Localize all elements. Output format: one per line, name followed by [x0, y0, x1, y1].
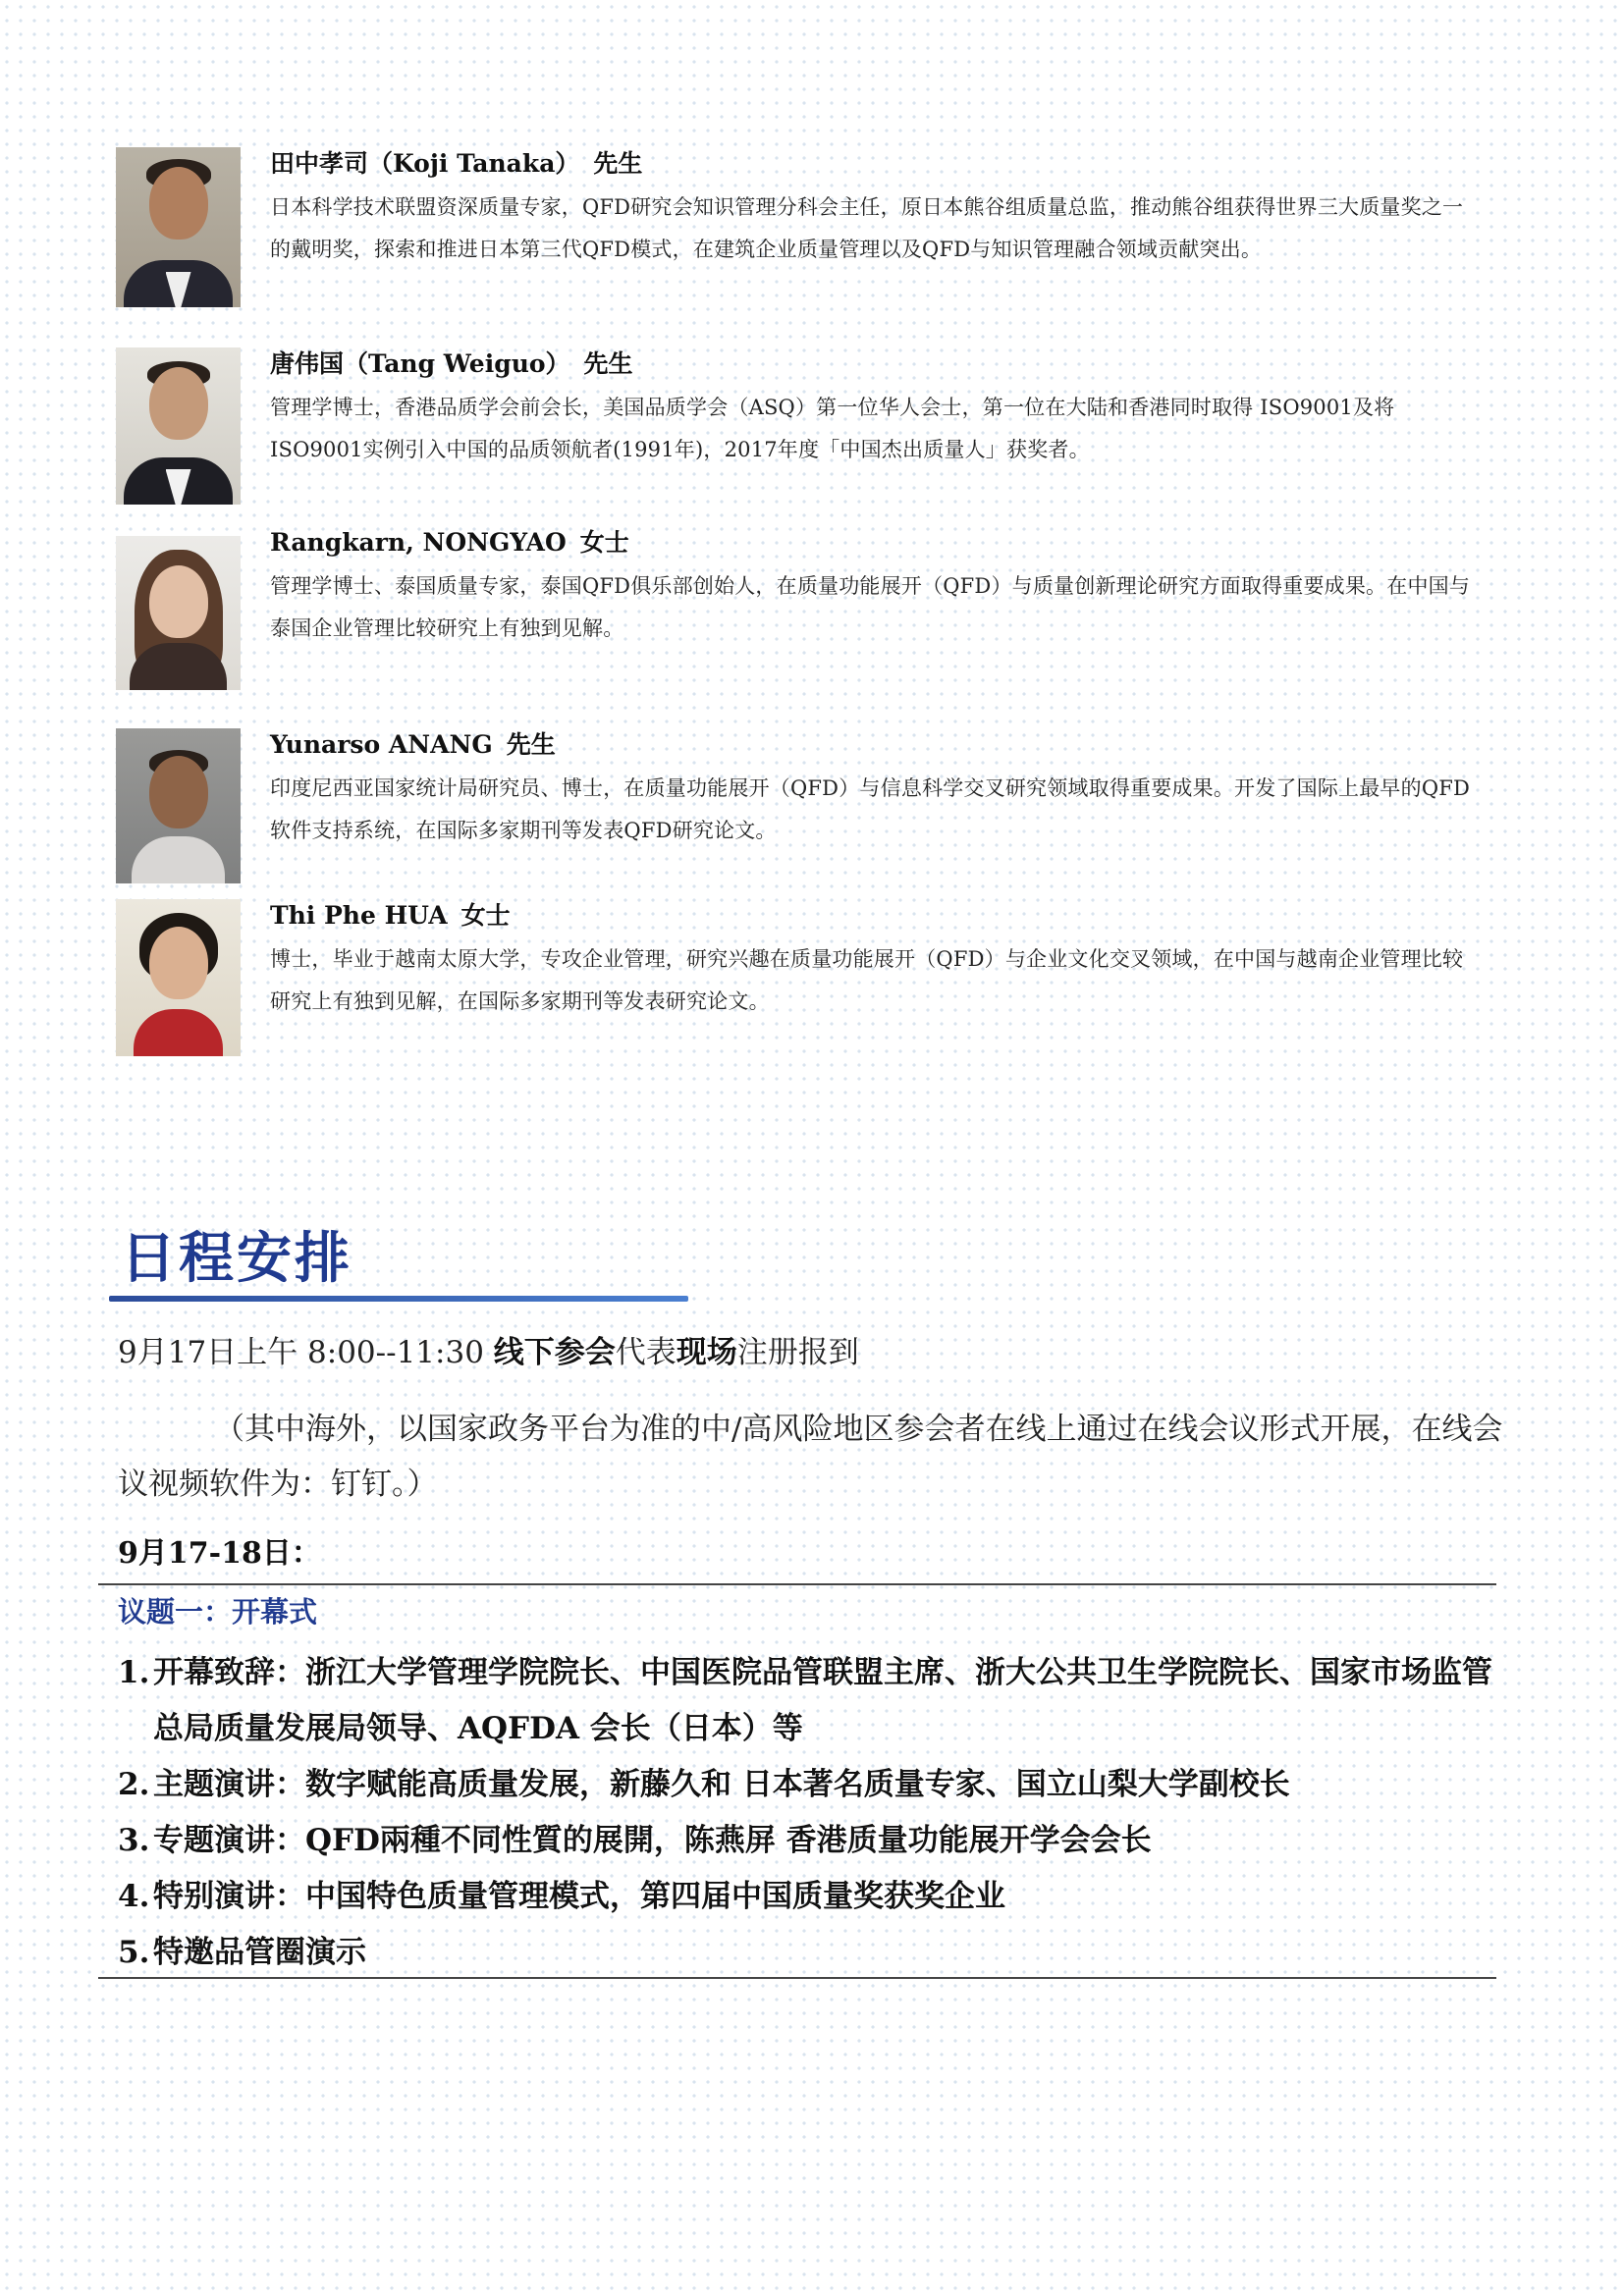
agenda-text: 主题演讲：数字赋能高质量发展，新藤久和 日本著名质量专家、国立山梨大学副校长: [153, 1767, 1290, 1802]
agenda-list: [118, 1645, 1492, 1981]
speaker-honorific: 女士: [460, 901, 511, 930]
agenda-number: 5.: [118, 1935, 150, 1970]
agenda-item: [118, 1869, 1492, 1925]
agenda-text: 开幕致辞：浙江大学管理学院院长、中国医院品管联盟主席、浙大公共卫生学院院长、国家市场监管总局质量发展局领导、AQFDA 会长（日本）等: [153, 1655, 1492, 1746]
speaker-text: [270, 899, 1478, 1023]
registration-line: [118, 1331, 1512, 1374]
registration-onsite: 现场: [676, 1335, 737, 1370]
speaker-photo: [116, 728, 241, 883]
speaker-photo: [116, 347, 241, 505]
schedule-title: 日程安排: [121, 1227, 352, 1291]
speaker-name: 田中孝司（Koji Tanaka）: [270, 149, 580, 178]
speaker-bio: 日本科学技术联盟资深质量专家，QFD研究会知识管理分科会主任，原日本熊谷组质量总监，推动熊谷组获得世界三大质量奖之一的戴明奖，探索和推进日本第三代QFD模式，在建筑企业质量管理以及QFD与知识管理融合领域贡献突出。: [270, 195, 1464, 261]
speaker-name-line: [270, 899, 1478, 933]
divider-top: [98, 1583, 1496, 1585]
agenda-text: 特邀品管圈演示: [153, 1935, 366, 1970]
speaker-photo: [116, 899, 241, 1056]
agenda-text: 特别演讲：中国特色质量管理模式，第四届中国质量奖获奖企业: [153, 1879, 1005, 1914]
agenda-item: [118, 1645, 1492, 1757]
topic-title: 议题一：开幕式: [118, 1595, 318, 1629]
agenda-number: 4.: [118, 1879, 150, 1914]
speaker-bio: 管理学博士，香港品质学会前会长，美国品质学会（ASQ）第一位华人会士，第一位在大陆和香港同时取得 ISO9001及将ISO9001实例引入中国的品质领航者(1991年)，2017年度「中国杰出质量人」获奖者。: [270, 396, 1395, 461]
date-heading: 9月17-18日：: [118, 1536, 321, 1571]
speaker-name: 唐伟国（Tang Weiguo）: [270, 349, 570, 378]
online-note: （其中海外，以国家政务平台为准的中/高风险地区参会者在线上通过在线会议形式开展，在线会议视频软件为：钉钉。）: [118, 1412, 1503, 1502]
speaker-bio: 管理学博士、泰国质量专家，泰国QFD俱乐部创始人，在质量功能展开（QFD）与质量创新理论研究方面取得重要成果。在中国与泰国企业管理比较研究上有独到见解。: [270, 574, 1471, 640]
speaker-name-line: [270, 347, 1478, 381]
speaker-photo: [116, 536, 241, 690]
agenda-number: 3.: [118, 1823, 150, 1858]
agenda-item: [118, 1813, 1492, 1869]
speaker-text: [270, 147, 1478, 271]
speaker-honorific: 先生: [583, 349, 633, 378]
agenda-text: 专题演讲：QFD兩種不同性質的展開，陈燕屏 香港质量功能展开学会会长: [153, 1823, 1152, 1858]
speaker-text: [270, 526, 1478, 650]
speaker-name: Rangkarn, NONGYAO: [270, 528, 567, 557]
speaker-name-line: [270, 728, 1478, 762]
speaker-photo: [116, 147, 241, 307]
speaker-name-line: [270, 526, 1478, 560]
registration-time: 9月17日上午 8:00--11:30: [118, 1335, 494, 1370]
registration-checkin: 注册报到: [736, 1335, 859, 1370]
speaker-text: [270, 728, 1478, 852]
speaker-honorific: 女士: [579, 528, 629, 557]
speaker-name: Thi Phe HUA: [270, 901, 448, 930]
speaker-name: Yunarso ANANG: [270, 730, 493, 759]
speaker-honorific: 先生: [593, 149, 643, 178]
divider-bottom: [98, 1977, 1496, 1979]
agenda-number: 1.: [118, 1655, 150, 1690]
agenda-item: [118, 1757, 1492, 1813]
speaker-bio: 印度尼西亚国家统计局研究员、博士，在质量功能展开（QFD）与信息科学交叉研究领域取得重要成果。开发了国际上最早的QFD软件支持系统，在国际多家期刊等发表QFD研究论文。: [270, 776, 1471, 842]
registration-offline: 线下参会: [493, 1335, 616, 1370]
title-underline: [109, 1296, 688, 1302]
registration-delegates: 代表: [615, 1335, 677, 1370]
speaker-bio: 博士，毕业于越南太原大学，专攻企业管理，研究兴趣在质量功能展开（QFD）与企业文化交叉领域，在中国与越南企业管理比较研究上有独到见解，在国际多家期刊等发表研究论文。: [270, 947, 1464, 1013]
agenda-item: [118, 1925, 1492, 1981]
speaker-name-line: [270, 147, 1478, 181]
speaker-text: [270, 347, 1478, 471]
agenda-number: 2.: [118, 1767, 150, 1802]
speaker-honorific: 先生: [506, 730, 556, 759]
